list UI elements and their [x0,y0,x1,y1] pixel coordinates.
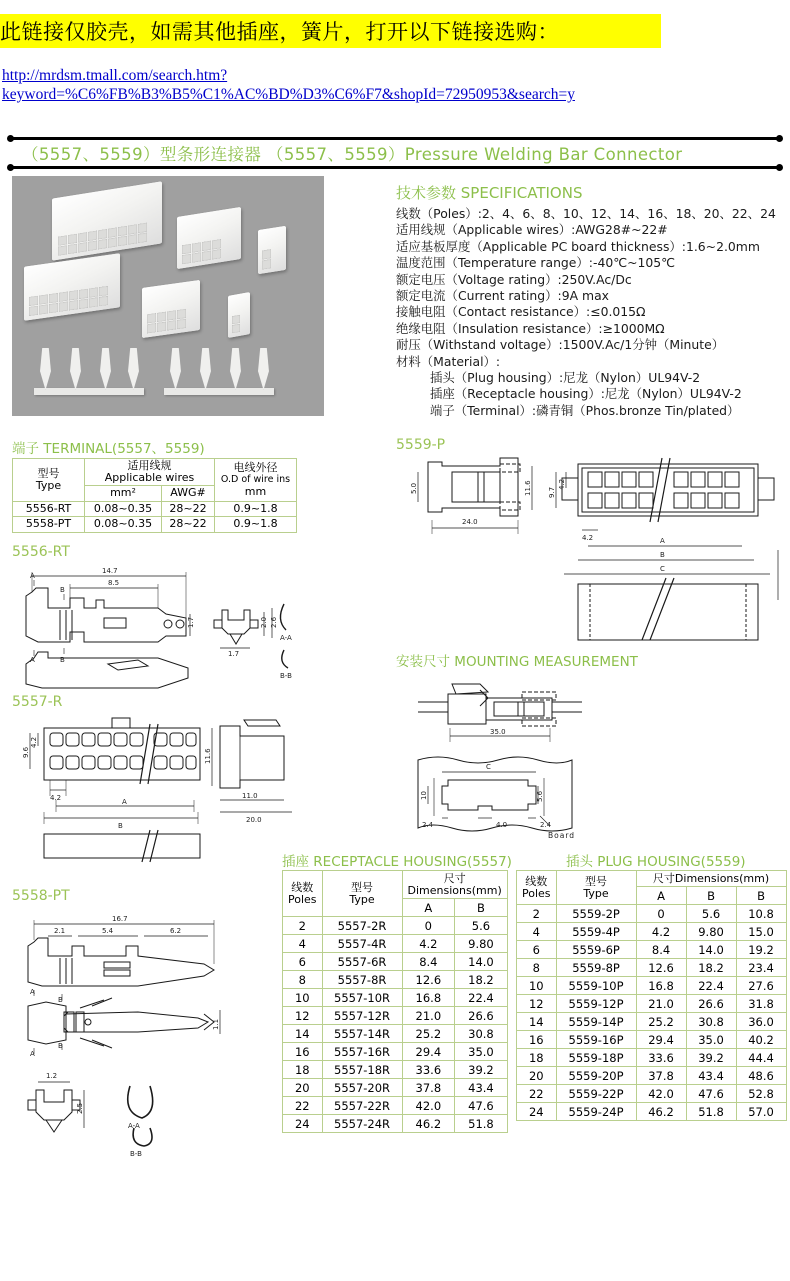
spec-temperature-range: 温度范围（Temperature range）:-40℃~105℃ [396,255,676,271]
cell-type: 5559-18P [556,1049,636,1067]
page-title: （5557、5559）型条形连接器 （5557、5559）Pressure Welding Bar Connector [22,145,683,164]
part-label-5556rt: 5556-RT [12,544,70,560]
cell-type: 5557-8R [322,971,402,989]
table-row [13,501,297,517]
cell-b: 30.8 [686,1013,736,1031]
promo-url-line-1[interactable]: http://mrdsm.tmall.com/search.htm? [2,67,228,84]
mark-a-bot: A [30,1050,35,1058]
specifications-block [396,182,788,419]
dim-c: C [660,565,665,573]
dim-a: A [660,537,665,545]
cell-awg: 28~22 [162,501,215,517]
cell-c: 31.8 [736,995,786,1013]
cell-type: 5559-24P [556,1103,636,1121]
dim-16-7: 16.7 [112,915,128,923]
title-rule-top [8,137,782,140]
table-row [517,1085,787,1103]
dim-5-4: 5.4 [102,927,114,935]
cell-a: 46.2 [402,1115,455,1133]
title-rule-bottom [8,166,782,169]
cell-a: 16.8 [402,989,455,1007]
plug-section-heading: 插头 PLUG HOUSING(5559) [566,854,746,870]
table-row [283,1043,508,1061]
cell-poles: 18 [283,1061,323,1079]
section-bb: B-B [130,1150,142,1158]
table-row [283,1025,508,1043]
table-row [517,941,787,959]
promo-url-line-2[interactable]: keyword=%C6%FB%B3%B5%C1%AC%BD%D3%C6%F7&shopId=72950953&search=y [2,86,575,103]
dim-1-1: 1.1 [212,1018,220,1030]
cell-c: 15.0 [736,923,786,941]
section-aa: A-A [280,634,292,642]
mark-b-bot: B [58,1042,63,1050]
cell-type: 5557-20R [322,1079,402,1097]
cell-a: 16.8 [636,977,686,995]
cell-a: 37.8 [402,1079,455,1097]
drawing-5559p [392,450,788,640]
cell-b: 26.6 [455,1007,508,1025]
table-row [283,989,508,1007]
th-col-a: A [402,899,455,917]
cell-b: 14.0 [686,941,736,959]
dim-2-5: 2.5 [76,1102,84,1114]
th-dimensions: 尺寸Dimensions(mm) [636,871,786,887]
cell-poles: 14 [283,1025,323,1043]
cell-a: 0 [402,917,455,935]
dim-4-0: 4.0 [496,821,508,829]
table-row [517,905,787,923]
th-dimensions: 尺寸Dimensions(mm) [402,871,507,899]
cell-a: 33.6 [402,1061,455,1079]
dim-11-0: 11.0 [242,792,258,800]
label-board: Board [548,831,576,840]
cell-type: 5559-8P [556,959,636,977]
cell-type: 5557-10R [322,989,402,1007]
th-awg: AWG# [162,486,215,502]
table-row [283,917,508,935]
cell-b: 47.6 [455,1097,508,1115]
table-row [517,1103,787,1121]
cell-a: 29.4 [402,1043,455,1061]
dim-35-0: 35.0 [490,728,506,736]
dim-9-6: 9.6 [22,746,30,758]
mark-b-top: B [60,586,65,594]
drawing-mounting [392,668,788,840]
dim-4-2-v: 4.2 [558,478,566,490]
dim-1-7: 1.7 [187,616,195,628]
cell-a: 21.0 [636,995,686,1013]
cell-poles: 14 [517,1013,557,1031]
cell-b: 5.6 [455,917,508,935]
cell-type: 5556-RT [13,501,85,517]
cell-b: 43.4 [455,1079,508,1097]
dim-4-2-h: 4.2 [50,794,62,802]
cell-a: 8.4 [636,941,686,959]
cell-poles: 24 [517,1103,557,1121]
cell-od: 0.9~1.8 [215,501,297,517]
dim-6-2: 6.2 [170,927,182,935]
cell-poles: 20 [517,1067,557,1085]
cell-type: 5558-PT [13,517,85,533]
cell-b: 51.8 [686,1103,736,1121]
cell-a: 4.2 [402,935,455,953]
dim-5-6: 5.6 [536,790,544,802]
table-row [283,1097,508,1115]
th-type: 型号 Type [556,871,636,905]
spec-poles: 线数（Poles）:2、4、6、8、10、12、14、16、18、20、22、24 [396,206,776,221]
spec-pcb-thickness: 适应基板厚度（Applicable PC board thickness）:1.6~2.0mm [396,238,760,254]
spec-voltage-rating: 额定电压（Voltage rating）:250V.Ac/Dc [396,271,632,287]
th-col-c: B [736,887,786,905]
cell-b: 26.6 [686,995,736,1013]
spec-contact-resistance: 接触电阻（Contact resistance）:≤0.015Ω [396,304,646,320]
dim-1-7-b: 1.7 [228,650,240,658]
cell-type: 5559-2P [556,905,636,923]
cell-poles: 20 [283,1079,323,1097]
table-row [13,517,297,533]
cell-poles: 2 [283,917,323,935]
cell-awg: 28~22 [162,517,215,533]
dim-2-0: 2.0 [260,616,268,628]
cell-a: 46.2 [636,1103,686,1121]
table-row [517,1031,787,1049]
cell-poles: 18 [517,1049,557,1067]
th-col-b: B [455,899,508,917]
cell-a: 4.2 [636,923,686,941]
cell-poles: 6 [283,953,323,971]
drawing-5558pt [8,900,288,1158]
cell-a: 37.8 [636,1067,686,1085]
cell-poles: 10 [517,977,557,995]
cell-a: 21.0 [402,1007,455,1025]
cell-b: 18.2 [686,959,736,977]
dim-11-6: 11.6 [204,748,212,764]
dim-b: B [118,822,123,830]
cell-type: 5557-4R [322,935,402,953]
th-col-a: A [636,887,686,905]
cell-c: 10.8 [736,905,786,923]
cell-b: 47.6 [686,1085,736,1103]
cell-type: 5557-22R [322,1097,402,1115]
cell-b: 51.8 [455,1115,508,1133]
table-header-row [517,871,787,887]
cell-c: 36.0 [736,1013,786,1031]
spec-current-rating: 额定电流（Current rating）:9A max [396,288,609,304]
cell-od: 0.9~1.8 [215,517,297,533]
promo-shop-link[interactable] [2,66,702,104]
spec-material-terminal: 端子（Terminal）:磷青铜（Phos.bronze Tin/plated） [430,402,740,418]
cell-poles: 22 [517,1085,557,1103]
dim-2-1: 2.1 [54,927,66,935]
cell-c: 40.2 [736,1031,786,1049]
th-type: 型号 Type [322,871,402,917]
cell-type: 5557-12R [322,1007,402,1025]
terminal-table [12,458,297,533]
dim-4-2-v: 4.2 [30,736,38,748]
dim-8-5: 8.5 [108,579,120,587]
th-mm2: mm² [85,486,162,502]
table-row [283,1115,508,1133]
cell-a: 12.6 [636,959,686,977]
part-label-5557r: 5557-R [12,694,63,710]
cell-b: 39.2 [686,1049,736,1067]
cell-mm2: 0.08~0.35 [85,501,162,517]
cell-poles: 16 [517,1031,557,1049]
dim-2-4-left: 2.4 [422,821,434,829]
dim-4-2-h: 4.2 [582,534,594,542]
cell-a: 25.2 [636,1013,686,1031]
dim-a: A [122,798,127,806]
cell-poles: 4 [283,935,323,953]
spec-withstand-voltage: 耐压（Withstand voltage）:1500V.Ac/1分钟（Minute） [396,337,725,353]
drawing-5556rt [8,558,298,688]
section-aa: A-A [128,1122,140,1130]
cell-a: 8.4 [402,953,455,971]
mounting-heading: 安装尺寸 MOUNTING MEASUREMENT [396,654,638,670]
cell-a: 12.6 [402,971,455,989]
table-row [517,959,787,977]
table-row [517,1013,787,1031]
cell-a: 29.4 [636,1031,686,1049]
cell-poles: 4 [517,923,557,941]
cell-c: 52.8 [736,1085,786,1103]
dim-24-0: 24.0 [462,518,478,526]
table-row [283,1061,508,1079]
cell-b: 43.4 [686,1067,736,1085]
spec-material: 材料（Material）: [396,353,501,369]
specifications-heading: 技术参数 SPECIFICATIONS [396,184,583,202]
table-row [283,1079,508,1097]
cell-b: 9.80 [686,923,736,941]
cell-type: 5559-6P [556,941,636,959]
cell-b: 35.0 [455,1043,508,1061]
cell-c: 57.0 [736,1103,786,1121]
dim-b: B [660,551,665,559]
table-header-row [13,459,297,486]
cell-b: 14.0 [455,953,508,971]
table-row [283,971,508,989]
promo-banner-text: 此链接仅胶壳，如需其他插座，簧片，打开以下链接选购： [0,20,559,44]
cell-poles: 16 [283,1043,323,1061]
table-row [517,923,787,941]
dim-5-0: 5.0 [410,482,418,494]
mark-a-bot: A [30,656,35,664]
cell-type: 5559-4P [556,923,636,941]
cell-type: 5559-22P [556,1085,636,1103]
cell-b: 18.2 [455,971,508,989]
cell-a: 0 [636,905,686,923]
dim-10: 10 [420,791,428,800]
dim-20-0: 20.0 [246,816,262,824]
cell-poles: 24 [283,1115,323,1133]
th-poles: 线数 Poles [517,871,557,905]
table-row [283,935,508,953]
cell-type: 5557-16R [322,1043,402,1061]
dim-11-6: 11.6 [524,480,532,496]
cell-type: 5559-16P [556,1031,636,1049]
cell-poles: 8 [283,971,323,989]
table-row [517,977,787,995]
mark-a-top: A [30,988,35,996]
th-poles: 线数 Poles [283,871,323,917]
cell-type: 5557-24R [322,1115,402,1133]
cell-c: 27.6 [736,977,786,995]
cell-b: 39.2 [455,1061,508,1079]
cell-poles: 2 [517,905,557,923]
cell-poles: 8 [517,959,557,977]
table-header-row [283,871,508,899]
mark-b-bot: B [60,656,65,664]
th-od-wire-ins: 电线外径 O.D of wire ins mm [215,459,297,502]
table-row [517,1067,787,1085]
cell-a: 42.0 [402,1097,455,1115]
promo-highlight-banner [0,14,661,48]
terminal-section-heading: 端子 TERMINAL(5557、5559) [12,441,205,457]
cell-b: 30.8 [455,1025,508,1043]
cell-a: 42.0 [636,1085,686,1103]
spec-material-plug: 插头（Plug housing）:尼龙（Nylon）UL94V-2 [430,370,701,386]
cell-poles: 12 [283,1007,323,1025]
drawing-5557r [8,708,298,873]
cell-type: 5557-14R [322,1025,402,1043]
cell-c: 48.6 [736,1067,786,1085]
cell-poles: 22 [283,1097,323,1115]
mark-a-top: A [30,572,35,580]
cell-poles: 6 [517,941,557,959]
dim-2-4-right: 2.4 [540,821,552,829]
th-terminal-type: 型号 Type [13,459,85,502]
table-row [283,953,508,971]
cell-b: 22.4 [455,989,508,1007]
spec-material-receptacle: 插座（Receptacle housing）:尼龙（Nylon）UL94V-2 [430,386,742,402]
cell-mm2: 0.08~0.35 [85,517,162,533]
cell-type: 5559-20P [556,1067,636,1085]
table-row [517,995,787,1013]
cell-a: 33.6 [636,1049,686,1067]
cell-b: 22.4 [686,977,736,995]
th-col-b: B [686,887,736,905]
product-photo [12,176,324,416]
dim-14-7: 14.7 [102,567,118,575]
cell-b: 9.80 [455,935,508,953]
cell-type: 5559-14P [556,1013,636,1031]
dim-c: C [486,763,491,771]
spec-applicable-wires: 适用线规（Applicable wires）:AWG28#~22# [396,222,668,238]
cell-poles: 10 [283,989,323,1007]
part-label-5559p: 5559-P [396,437,446,453]
cell-type: 5557-6R [322,953,402,971]
cell-type: 5559-12P [556,995,636,1013]
cell-c: 19.2 [736,941,786,959]
cell-type: 5557-2R [322,917,402,935]
cell-b: 5.6 [686,905,736,923]
part-label-5558pt: 5558-PT [12,888,70,904]
plug-housing-table [516,870,787,1121]
cell-type: 5559-10P [556,977,636,995]
receptacle-housing-table [282,870,508,1133]
spec-insulation-resistance: 绝缘电阻（Insulation resistance）:≥1000MΩ [396,320,665,336]
dim-1-2: 1.2 [46,1072,58,1080]
table-row [517,1049,787,1067]
cell-type: 5557-18R [322,1061,402,1079]
dim-2-6: 2.6 [270,616,278,628]
receptacle-section-heading: 插座 RECEPTACLE HOUSING(5557) [282,854,512,870]
cell-poles: 12 [517,995,557,1013]
cell-c: 23.4 [736,959,786,977]
cell-c: 44.4 [736,1049,786,1067]
cell-b: 35.0 [686,1031,736,1049]
mark-b-top: B [58,996,63,1004]
cell-a: 25.2 [402,1025,455,1043]
dim-9-7: 9.7 [548,486,556,498]
th-applicable-wires: 适用线规 Applicable wires [85,459,215,486]
section-bb: B-B [280,672,292,680]
table-row [283,1007,508,1025]
